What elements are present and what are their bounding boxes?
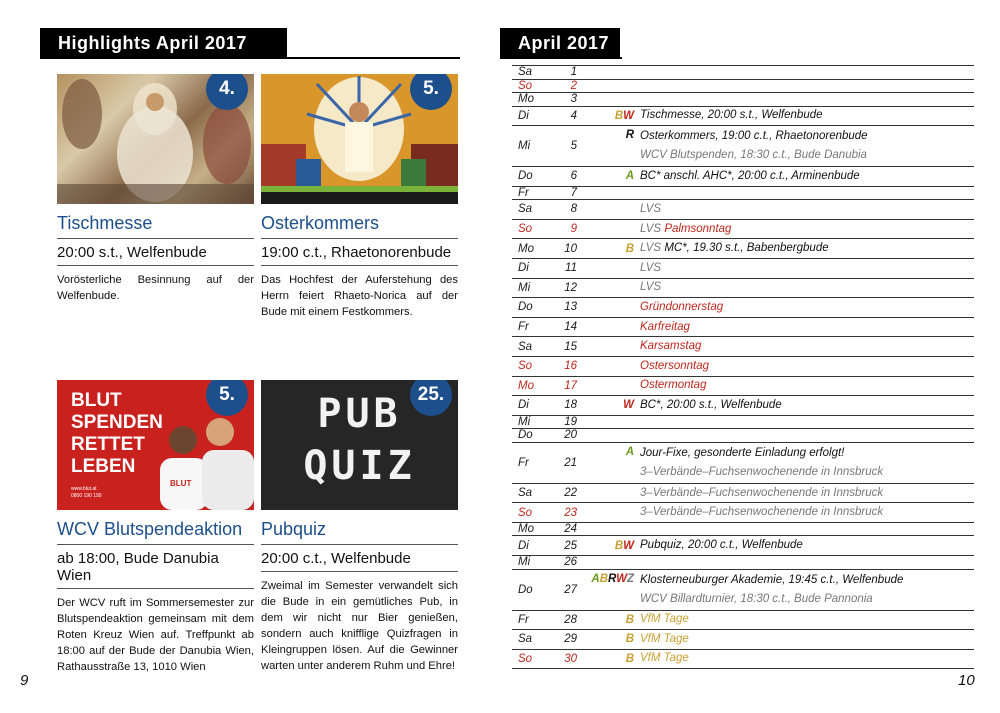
day-number: 18 — [564, 399, 577, 412]
event-line — [640, 337, 974, 356]
calendar-row — [512, 336, 974, 356]
events — [640, 167, 974, 186]
day-name: So — [518, 360, 533, 373]
event-line — [640, 396, 974, 415]
day-number: 16 — [564, 360, 577, 373]
day-number: 5 — [570, 140, 577, 153]
event-text: Ostersonntag — [640, 359, 710, 372]
organizer-tag: A — [625, 170, 634, 183]
event-line — [640, 571, 974, 590]
date-badge: 5. — [410, 74, 452, 110]
day-name: Mo — [518, 523, 534, 536]
calendar-row — [512, 415, 974, 429]
card-title: WCV Blutspendeaktion — [57, 519, 254, 545]
event-line — [640, 239, 974, 258]
highlight-card-osterkommers — [261, 74, 458, 320]
day-number: 8 — [570, 203, 577, 216]
date-badge: 4. — [206, 74, 248, 110]
event-line — [640, 146, 974, 165]
day-name: Mo — [518, 93, 534, 106]
day-name: So — [518, 652, 533, 665]
event-line — [640, 278, 974, 297]
day-number: 28 — [564, 613, 577, 626]
day-number: 25 — [564, 539, 577, 552]
day-number: 27 — [564, 583, 577, 596]
highlights-header: Highlights April 2017 — [40, 28, 287, 58]
calendar-row — [512, 278, 974, 298]
events — [640, 337, 974, 356]
card-title: Pubquiz — [261, 519, 458, 545]
event-text: Klosterneuburger Akademie, 19:45 c.t., Welfenbude — [640, 573, 904, 586]
day-number: 4 — [570, 109, 577, 122]
page-number-left: 9 — [20, 672, 29, 689]
poster-headline: BLUT SPENDEN RETTET LEBEN — [71, 390, 163, 477]
event-line — [640, 463, 974, 482]
page-number-right: 10 — [958, 672, 975, 689]
calendar-row — [512, 555, 974, 569]
organizer-tag: W — [623, 109, 634, 122]
card-subtitle: 20:00 s.t., Welfenbude — [57, 239, 254, 266]
day-number: 12 — [564, 281, 577, 294]
card-subtitle: ab 18:00, Bude Danubia Wien — [57, 545, 254, 589]
events — [640, 200, 974, 219]
event-text: 3–Verbände–Fuchsenwochenende in Innsbruck — [640, 465, 884, 478]
day-name: So — [518, 506, 533, 519]
organizer-tag: W — [623, 399, 634, 412]
calendar-row — [512, 199, 974, 219]
events — [640, 376, 974, 395]
organizer-tag: W — [623, 539, 634, 552]
calendar-row — [512, 629, 974, 649]
organizer-tags — [577, 614, 640, 626]
icon-image — [261, 74, 458, 204]
events — [640, 106, 974, 125]
day-name: Mi — [518, 556, 531, 569]
organizer-tags — [577, 399, 640, 411]
day-name: Fr — [518, 456, 529, 469]
day-number: 23 — [564, 506, 577, 519]
calendar-row — [512, 535, 974, 555]
organizer-tags — [577, 443, 640, 458]
event-text: VfM Tage — [640, 632, 689, 645]
event-text: Jour-Fixe, gesonderte Einladung erfolgt! — [640, 446, 845, 459]
day-name: Sa — [518, 66, 533, 79]
event-text: 3–Verbände–Fuchsenwochenende in Innsbruck — [640, 486, 884, 499]
date-badge: 25. — [410, 380, 452, 416]
card-description: Zweimal im Semester verwandelt sich die Bude in ein gemütliches Pub, in dem wir nicht nur Bier genießen, sondern auch knifflige Quizfragen in Kleingruppen lösen. Auf die Gewinner warten unter anderem Ruhm und Ehre! — [261, 580, 458, 672]
event-line — [640, 536, 974, 555]
calendar-row — [512, 79, 974, 93]
event-line — [640, 106, 974, 125]
organizer-tag: B — [599, 572, 608, 585]
events — [640, 536, 974, 555]
day-name: Do — [518, 429, 533, 442]
day-number: 22 — [564, 487, 577, 500]
organizer-tags — [577, 110, 640, 122]
events — [640, 278, 974, 297]
events — [640, 571, 974, 609]
day-number: 24 — [564, 523, 577, 536]
events — [640, 220, 974, 239]
day-name: Fr — [518, 613, 529, 626]
event-line — [640, 630, 974, 649]
events — [640, 396, 974, 415]
card-title: Osterkommers — [261, 213, 458, 239]
event-line — [640, 127, 974, 146]
organizer-tags — [577, 126, 640, 141]
day-name: Sa — [518, 203, 533, 216]
event-text: LVS — [640, 202, 662, 215]
organizer-tags — [577, 243, 640, 255]
event-text: LVS — [640, 281, 662, 294]
calendar-row — [512, 395, 974, 415]
day-number: 2 — [570, 79, 577, 92]
highlight-card-tischmesse — [57, 74, 254, 304]
day-name: Mi — [518, 140, 531, 153]
card-description: Vorösterliche Besinnung auf der Welfenbude. — [57, 274, 254, 302]
events — [640, 610, 974, 629]
calendar-row — [512, 106, 974, 126]
highlight-card-pubquiz — [261, 380, 458, 674]
day-number: 6 — [570, 170, 577, 183]
event-text: BC*, 20:00 s.t., Welfenbude — [640, 398, 782, 411]
calendar-row — [512, 502, 974, 522]
event-line — [640, 376, 974, 395]
day-name: Di — [518, 539, 529, 552]
day-number: 15 — [564, 340, 577, 353]
event-text: Karfreitag — [640, 320, 690, 333]
shirt-print: BLUT — [170, 479, 192, 488]
calendar-row — [512, 442, 974, 483]
calendar-row — [512, 317, 974, 337]
organizer-tag: R — [625, 129, 634, 142]
day-name: Sa — [518, 633, 533, 646]
event-text: 3–Verbände–Fuchsenwochenende in Innsbruck — [640, 506, 884, 519]
day-number: 21 — [564, 456, 577, 469]
calendar-row — [512, 92, 974, 106]
calendar-row — [512, 483, 974, 503]
day-name: Di — [518, 399, 529, 412]
day-number: 9 — [570, 223, 577, 236]
organizer-tags — [577, 540, 640, 552]
event-text: LVS — [640, 222, 665, 235]
calendar-row — [512, 610, 974, 630]
event-text: MC*, 19.30 s.t., Babenbergbude — [664, 242, 829, 255]
calendar-row — [512, 569, 974, 610]
day-number: 7 — [570, 186, 577, 199]
day-number: 17 — [564, 379, 577, 392]
event-line — [640, 200, 974, 219]
calendar-row — [512, 125, 974, 166]
calendar-row — [512, 649, 974, 670]
chalk-text: PUB QUIZ — [303, 391, 416, 489]
event-line — [640, 444, 974, 463]
poster-contact: www.blut.at 0800 190 190 — [71, 486, 102, 499]
event-line — [640, 259, 974, 278]
day-number: 20 — [564, 429, 577, 442]
day-number: 13 — [564, 301, 577, 314]
event-text: Palmsonntag — [664, 222, 732, 235]
day-number: 29 — [564, 633, 577, 646]
calendar-row — [512, 186, 974, 200]
calendar-header: April 2017 — [500, 28, 620, 58]
event-line — [640, 318, 974, 337]
card-subtitle: 19:00 c.t., Rhaetonorenbude — [261, 239, 458, 266]
day-name: Mi — [518, 415, 531, 428]
events — [640, 318, 974, 337]
organizer-tag: R — [608, 572, 617, 585]
event-line — [640, 590, 974, 609]
events — [640, 357, 974, 376]
day-name: Sa — [518, 340, 533, 353]
calendar-row — [512, 166, 974, 186]
calendar-row — [512, 522, 974, 536]
events — [640, 259, 974, 278]
organizer-tag: B — [614, 109, 624, 122]
event-text: Osterkommers, 19:00 c.t., Rhaetonorenbude — [640, 130, 868, 143]
event-text: Gründonnerstag — [640, 300, 724, 313]
events — [640, 127, 974, 165]
fresco-image — [57, 74, 254, 204]
organizer-tag: B — [625, 613, 634, 626]
day-name: Do — [518, 170, 533, 183]
event-text: LVS — [640, 242, 665, 255]
event-line — [640, 167, 974, 186]
event-line — [640, 220, 974, 239]
organizer-tag: B — [625, 652, 634, 665]
organizer-tags — [577, 170, 640, 182]
event-line — [640, 357, 974, 376]
day-name: Di — [518, 109, 529, 122]
event-text: VfM Tage — [640, 652, 689, 665]
organizer-tag: W — [616, 572, 627, 585]
day-name: Do — [518, 583, 533, 596]
organizer-tag: A — [625, 445, 634, 458]
day-number: 11 — [565, 262, 577, 275]
calendar-row — [512, 297, 974, 317]
events — [640, 298, 974, 317]
day-name: Fr — [518, 321, 529, 334]
day-name: Di — [518, 262, 529, 275]
day-name: Do — [518, 301, 533, 314]
calendar-row — [512, 356, 974, 376]
calendar-row — [512, 258, 974, 278]
day-name: So — [518, 79, 533, 92]
day-name: Mo — [518, 379, 534, 392]
event-text: Karsamstag — [640, 340, 702, 353]
organizer-tags — [577, 633, 640, 645]
event-line — [640, 298, 974, 317]
april-calendar — [512, 65, 974, 669]
day-name: Fr — [518, 186, 529, 199]
card-title: Tischmesse — [57, 213, 254, 239]
event-text: Tischmesse, 20:00 s.t., Welfenbude — [640, 109, 823, 122]
event-line — [640, 610, 974, 629]
event-text: Ostermontag — [640, 379, 707, 392]
day-number: 19 — [564, 415, 577, 428]
card-description: Das Hochfest der Auferstehung des Herrn feiert Rhaeto-Norica auf der Bude mit einem Festkommers. — [261, 274, 458, 318]
organizer-tag: B — [625, 633, 634, 646]
header-rule — [40, 57, 460, 59]
day-name: Mo — [518, 242, 534, 255]
organizer-tag: Z — [626, 572, 634, 585]
events — [640, 484, 974, 503]
card-subtitle: 20:00 c.t., Welfenbude — [261, 545, 458, 572]
events — [640, 630, 974, 649]
event-line — [640, 503, 974, 522]
events — [640, 239, 974, 258]
organizer-tags — [577, 570, 640, 585]
day-name: Mi — [518, 281, 531, 294]
organizer-tags — [577, 653, 640, 665]
event-text: LVS — [640, 261, 662, 274]
event-line — [640, 484, 974, 503]
day-number: 26 — [564, 556, 577, 569]
pub-quiz-chalkboard — [261, 380, 458, 510]
day-number: 3 — [570, 93, 577, 106]
event-text: WCV Blutspenden, 18:30 c.t., Bude Danubia — [640, 149, 867, 162]
day-number: 14 — [564, 321, 577, 334]
calendar-row — [512, 65, 974, 79]
card-description: Der WCV ruft im Sommersemester zur Blutspendeaktion gemeinsam mit dem Roten Kreuz Wien auf. Treffpunkt ab 18:00 auf der Bude der Danubia Wien, Rathausstraße 13, 1010 Wien — [57, 597, 254, 673]
header-rule — [500, 57, 622, 59]
event-text: VfM Tage — [640, 613, 689, 626]
event-text: BC* anschl. AHC*, 20:00 c.t., Arminenbude — [640, 169, 860, 182]
day-number: 10 — [564, 242, 577, 255]
calendar-row — [512, 238, 974, 258]
events — [640, 444, 974, 482]
organizer-tag: B — [614, 539, 624, 552]
blood-donation-poster — [57, 380, 254, 510]
calendar-row — [512, 219, 974, 239]
date-badge: 5. — [206, 380, 248, 416]
day-name: Sa — [518, 487, 533, 500]
day-number: 1 — [570, 66, 577, 79]
highlight-card-blutspende — [57, 380, 254, 675]
calendar-row — [512, 376, 974, 396]
organizer-tag: A — [591, 572, 600, 585]
event-text: Pubquiz, 20:00 c.t., Welfenbude — [640, 539, 803, 552]
events — [640, 649, 974, 668]
day-name: So — [518, 223, 533, 236]
event-line — [640, 649, 974, 668]
event-text: WCV Billardturnier, 18:30 c.t., Bude Pannonia — [640, 592, 873, 605]
organizer-tag: B — [625, 242, 634, 255]
calendar-row — [512, 428, 974, 442]
events — [640, 503, 974, 522]
day-number: 30 — [564, 652, 577, 665]
